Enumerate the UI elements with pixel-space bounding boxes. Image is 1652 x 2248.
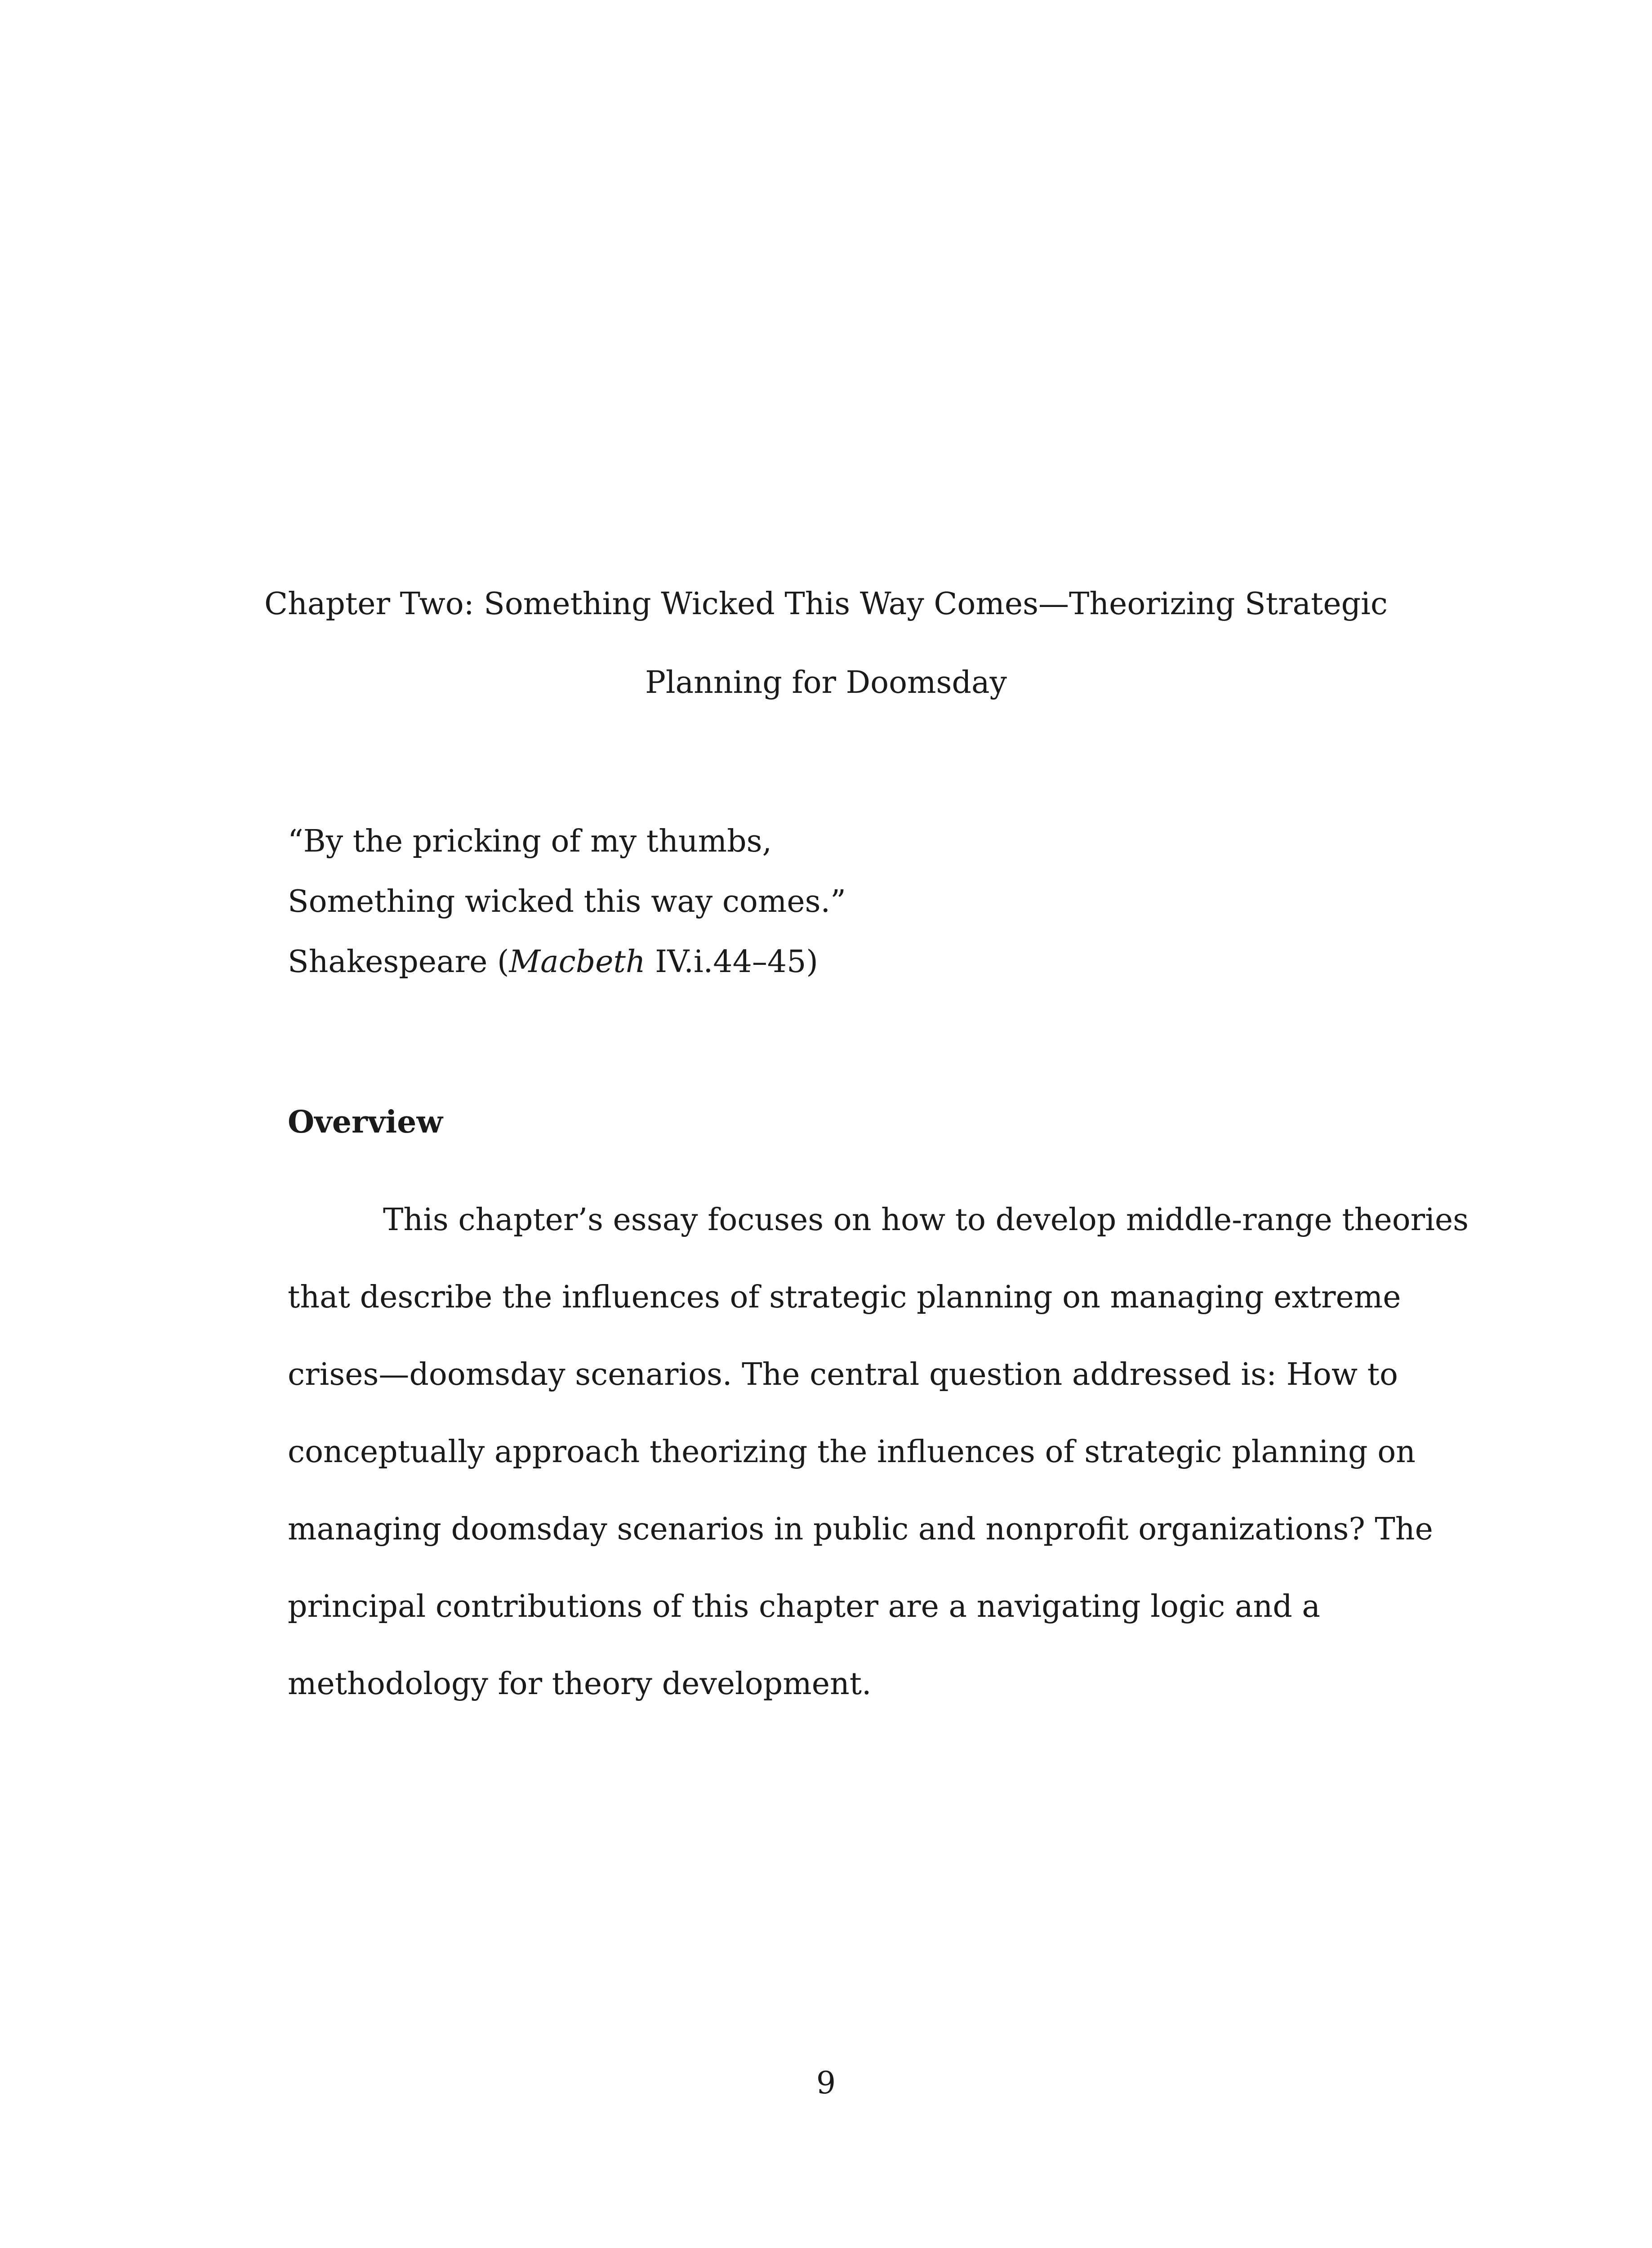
attribution-suffix: IV.i.44–45) [645, 944, 818, 980]
attribution-work-title: Macbeth [509, 944, 646, 980]
chapter-title-line-2: Planning for Doomsday [645, 665, 1007, 700]
paragraph-line: that describe the influences of strategic planning on managing extreme [288, 1280, 1401, 1315]
attribution-prefix: Shakespeare ( [288, 944, 509, 980]
page-number: 9 [816, 2065, 836, 2101]
paragraph-line: This chapter’s essay focuses on how to develop middle-range theories [383, 1202, 1469, 1238]
paragraph-line: conceptually approach theorizing the influences of strategic planning on [288, 1434, 1416, 1470]
chapter-title-line-1: Chapter Two: Something Wicked This Way Comes—Theorizing Strategic [264, 586, 1388, 622]
epigraph-attribution [288, 944, 818, 980]
paragraph-line: managing doomsday scenarios in public and nonprofit organizations? The [288, 1512, 1433, 1547]
section-heading: Overview [288, 1104, 443, 1140]
epigraph-line-1: “By the pricking of my thumbs, [288, 824, 772, 859]
paragraph-line: methodology for theory development. [288, 1666, 872, 1702]
paragraph-line: principal contributions of this chapter are a navigating logic and a [288, 1589, 1320, 1624]
epigraph-line-2: Something wicked this way comes.” [288, 884, 846, 919]
paragraph-line: crises—doomsday scenarios. The central question addressed is: How to [288, 1357, 1398, 1392]
